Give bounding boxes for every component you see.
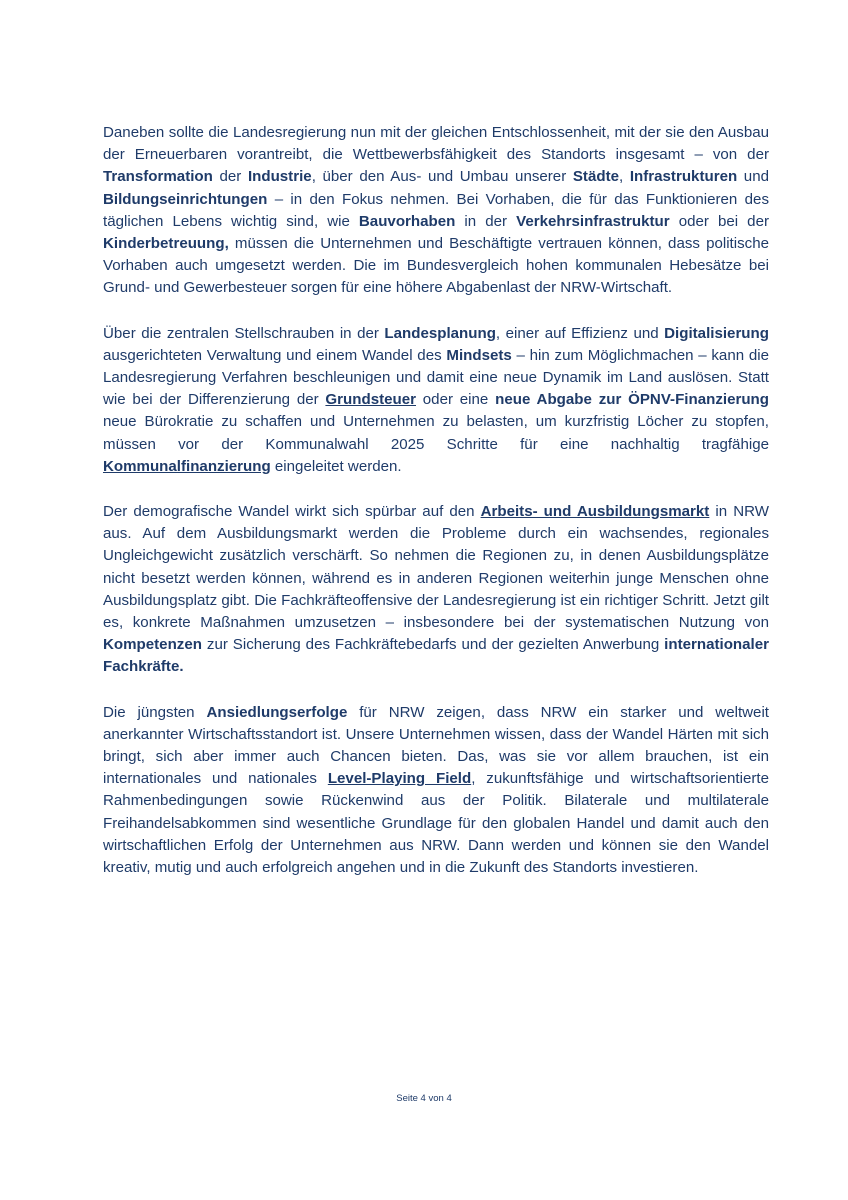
text-run: in NRW aus. Auf dem Ausbildungsmarkt werden die Probleme durch ein wachsendes, regionales Ungleichgewicht zusätzlich verschärft. So nehmen die Regionen zu, in denen Ausbildungsplätze nicht besetzt werden können, während es in anderen Regionen weiterhin junge Menschen ohne Ausbildungsplatz gibt. Die Fachkräfteoffensive der Landesregierung ist ein richtiger Schritt. Jetzt gilt es, konkrete Maßnahmen umzusetzen – insbesondere bei der systematischen Nutzung von <box>103 503 769 632</box>
text-run: oder bei der <box>669 212 769 230</box>
text-run: neue Bürokratie zu schaffen und Unternehmen zu belasten, um kurzfristig Löcher zu stopfen, müssen vor der Kommunalwahl 2025 Schritte für eine nachhaltig tragfähige <box>103 413 769 453</box>
paragraph-administration <box>103 323 769 478</box>
hyperlink[interactable]: Level-Playing Field <box>327 770 472 788</box>
text-run: und <box>737 168 769 186</box>
bold-term: Mindsets <box>446 346 512 364</box>
text-run: Daneben sollte die Landesregierung nun mit der gleichen Entschlossenheit, mit der sie den Ausbau der Erneuerbaren vorantreibt, die Wettbewerbsfähigkeit des Standorts insgesamt – von der <box>103 124 769 164</box>
hyperlink[interactable]: Kommunalfinanzierung <box>103 457 271 475</box>
paragraph-labour-market <box>103 501 769 679</box>
text-run: ausgerichteten Verwaltung und einem Wandel des <box>103 346 447 364</box>
bold-term: Städte <box>572 168 619 186</box>
text-run: , zukunftsfähige und wirtschaftsorientierte Rahmenbedingungen sowie Rückenwind aus der Politik. Bilaterale und multilaterale Freihandelsabkommen sind wesentliche Grundlage für den globalen Handel und damit auch den wirtschaftlichen Erfolg der Unternehmen aus NRW. Dann werden und können sie den Wandel kreativ, mutig und auch erfolgreich angehen und in die Zukunft des Standorts investieren. <box>103 770 769 877</box>
bold-term: Transformation <box>103 168 213 186</box>
text-run: – hin zum Möglichmachen – kann die Landesregierung Verfahren beschleunigen und damit eine neue Dynamik im Land auslösen. Statt wie bei der Differenzierung der <box>103 346 769 409</box>
text-run: für NRW zeigen, dass NRW ein starker und weltweit anerkannter Wirtschaftsstandort ist. Unsere Unternehmen wissen, dass der Wandel Härten mit sich bringt, sich aber immer auch Chancen bieten. Das, was sie vor allem brauchen, ist ein internationales und nationales <box>103 703 769 788</box>
text-run: – in den Fokus nehmen. Bei Vorhaben, die für das Funktionieren des täglichen Lebens wichtig sind, wie <box>103 190 769 230</box>
bold-term: Landesplanung <box>384 324 496 342</box>
text-run: müssen die Unternehmen und Beschäftigte vertrauen können, dass politische Vorhaben auch umgesetzt werden. Die im Bundesvergleich hohen kommunalen Hebesätze bei Grund- und Gewerbesteuer sorgen für eine höhere Abgabenlast der NRW-Wirtschaft. <box>103 235 769 297</box>
text-run: Die jüngsten <box>103 703 207 721</box>
bold-term: Bildungseinrichtungen <box>103 190 268 208</box>
text-run: zur Sicherung des Fachkräftebedarfs und der gezielten Anwerbung <box>201 636 665 654</box>
text-run: Der demografische Wandel wirkt sich spürbar auf den <box>103 503 481 521</box>
bold-term: Infrastrukturen <box>629 168 738 186</box>
text-run: in der <box>455 212 517 230</box>
bold-term: internationaler Fachkräfte. <box>103 636 769 676</box>
text-run: , über den Aus- und Umbau unserer <box>311 168 573 186</box>
bold-term: Ansiedlungserfolge <box>206 703 348 721</box>
bold-term: Digitalisierung <box>664 324 769 342</box>
paragraph-investment <box>103 702 769 880</box>
page-number: Seite 4 von 4 <box>396 1093 452 1104</box>
paragraph-competitiveness <box>103 122 769 300</box>
hyperlink[interactable]: Grundsteuer <box>325 391 416 409</box>
bold-term: neue Abgabe zur ÖPNV-Finanzierung <box>495 391 770 409</box>
document-body <box>103 122 769 902</box>
text-run: oder eine <box>416 391 496 409</box>
bold-term: Industrie <box>247 168 312 186</box>
text-run: der <box>212 168 248 186</box>
text-run: Über die zentralen Stellschrauben in der <box>103 324 385 342</box>
bold-term: Kompetenzen <box>103 636 202 654</box>
bold-term: Kinderbetreuung, <box>103 235 229 253</box>
bold-term: Verkehrsinfrastruktur <box>516 212 670 230</box>
text-run: eingeleitet werden. <box>270 457 402 475</box>
text-run: , <box>619 168 630 186</box>
bold-term: Bauvorhaben <box>358 212 456 230</box>
hyperlink[interactable]: Arbeits- und Ausbildungsmarkt <box>480 503 710 521</box>
text-run: , einer auf Effizienz und <box>495 324 665 342</box>
